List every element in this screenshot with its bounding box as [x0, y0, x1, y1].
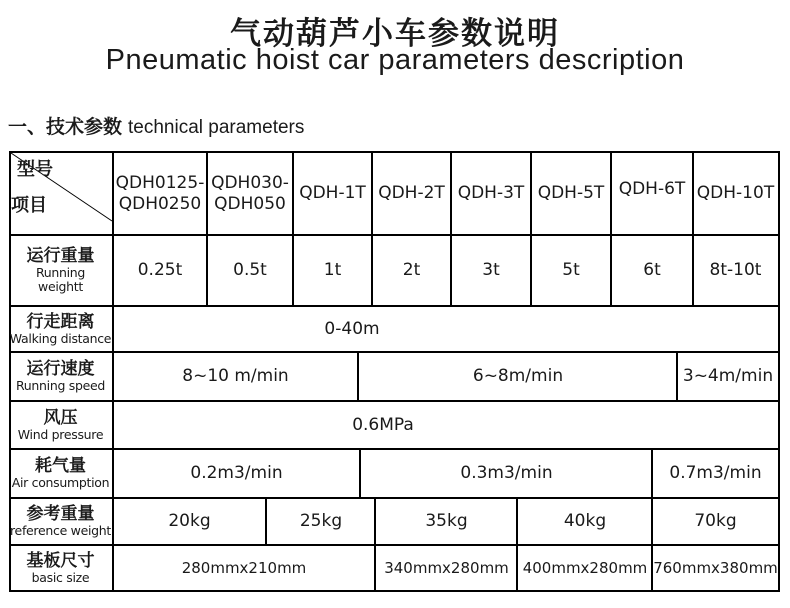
row-label-en: Running	[35, 265, 86, 280]
table-cell: 0.7m3/min	[669, 463, 762, 483]
model-name: QDH0125-	[115, 172, 205, 193]
table-cell: 25kg	[299, 511, 343, 531]
row-label-cn: 运行速度	[26, 359, 95, 379]
model-header	[693, 153, 778, 234]
table-cell: 760mmx380mm	[653, 558, 778, 577]
table-cell: 400mmx280mm	[522, 558, 648, 577]
row-label-cn: 运行重量	[26, 246, 95, 266]
table-cell: 280mmx210mm	[181, 558, 307, 577]
table-cell: 0.5t	[233, 260, 267, 280]
model-header	[451, 153, 531, 234]
model-name: QDH0250	[118, 193, 202, 214]
model-name: QDH-6T	[618, 178, 686, 199]
table-cell: 3t	[482, 260, 500, 280]
row-label-en: Running speed	[15, 378, 106, 393]
section-heading	[8, 112, 304, 139]
row-label-en: Air consumption	[11, 475, 110, 490]
header-item-label: 项目	[11, 195, 47, 216]
table-cell: 3~4m/min	[682, 366, 774, 386]
table-cell: 340mmx280mm	[384, 558, 509, 577]
table-cell: 40kg	[563, 511, 607, 531]
row-label-cn: 风压	[43, 407, 78, 428]
row-label-running-speed	[9, 353, 112, 400]
table-border-right	[778, 151, 780, 592]
row-label-en: Wind pressure	[17, 426, 104, 442]
row-label-walking-distance	[9, 307, 112, 351]
row-label-cn: 参考重量	[26, 504, 95, 524]
model-header	[207, 153, 293, 234]
row-label-en: basic size	[31, 569, 90, 585]
row-label-basic-size	[9, 546, 112, 590]
model-header	[611, 153, 693, 225]
section-heading-cn: 一、技术参数	[8, 116, 123, 138]
model-header	[293, 153, 372, 234]
row-label-wind-pressure	[9, 402, 112, 448]
table-cell: 0.3m3/min	[460, 463, 553, 483]
model-header	[113, 153, 207, 234]
row-label-reference-weight	[9, 499, 112, 544]
table-cell: 70kg	[694, 511, 737, 531]
row-label-air-consumption	[9, 450, 112, 497]
model-name: QDH-1T	[299, 183, 366, 203]
parameters-table	[9, 151, 780, 592]
row-label-en: Walking distance	[9, 330, 112, 346]
table-cell: 0.2m3/min	[190, 463, 283, 483]
header-model-label: 型号	[17, 159, 53, 180]
model-name: QDH050	[214, 193, 286, 214]
table-cell: 8~10 m/min	[182, 366, 289, 386]
row-label-en: weightt	[38, 279, 83, 294]
section-heading-en: technical parameters	[128, 117, 305, 138]
page-title-cn: 气动葫芦小车参数说明	[230, 16, 560, 52]
table-cell: 5t	[562, 260, 580, 280]
table-cell: 0.25t	[137, 260, 183, 280]
row-label-cn: 行走距离	[26, 311, 95, 332]
table-cell: 6t	[643, 260, 661, 280]
table-cell: 0-40m	[324, 318, 380, 339]
model-header	[372, 153, 451, 234]
model-name: QDH-2T	[378, 183, 445, 203]
row-label-cn: 基板尺寸	[26, 550, 95, 571]
table-border-bottom	[9, 590, 780, 592]
model-name: QDH-10T	[696, 183, 775, 203]
model-header	[531, 153, 611, 234]
model-name: QDH-5T	[537, 183, 605, 203]
table-cell: 2t	[402, 260, 421, 280]
table-cell: 35kg	[425, 511, 468, 531]
page-title-en: Pneumatic hoist car parameters description	[105, 44, 685, 76]
row-label-en: reference weight	[9, 523, 111, 538]
row-label-cn: 耗气量	[35, 456, 86, 476]
model-name: QDH-3T	[457, 183, 525, 203]
table-cell: 8t-10t	[709, 260, 762, 280]
table-cell: 20kg	[168, 511, 211, 531]
table-cell: 1t	[323, 260, 342, 280]
table-cell: 6~8m/min	[472, 366, 564, 386]
model-name: QDH030-	[211, 172, 289, 193]
table-cell: 0.6MPa	[352, 414, 414, 435]
row-label-running-weight	[9, 236, 112, 305]
